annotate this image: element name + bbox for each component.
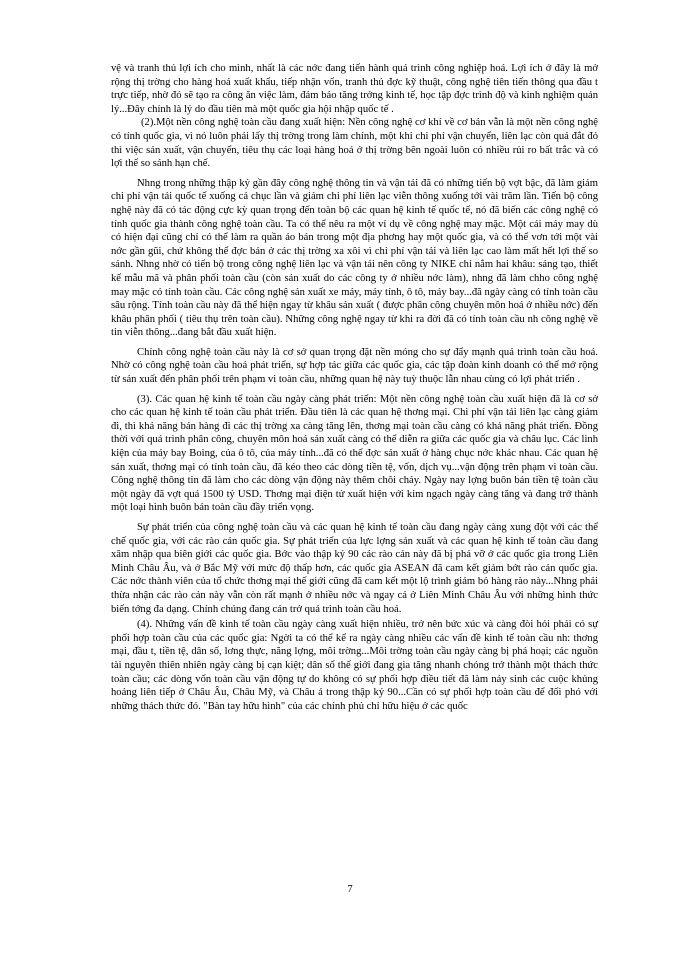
paragraph-global-technology-basis: Chính công nghệ toàn cầu này là cơ sở quan trọng đặt nền móng cho sự đẩy mạnh quá trình toàn cầu hoá. Nhờ có công nghệ toàn cầu hoá phát triển, sự hợp tác giữa các quốc gia, các tập đoàn kinh doanh có thể mở rộng từ sản xuất đến phân phối trên phạm vi toàn cầu, những quan hệ này tuỳ thuộc lẫn nhau cùng có lợi phát triển . xyxy=(111,346,598,386)
paragraph-global-relations: (3). Các quan hệ kinh tế toàn cầu ngày càng phát triển: Một nền công nghệ toàn cầu xuất hiện đã là cơ sở cho các quan hệ kinh tế toàn cầu phát triển. Đầu tiên là các quan hệ thơng mại. Chi phí vận tải liên lạc càng giảm đi, thì khả năng bán hàng đi các thị trờng xa càng tăng lên, thơng mại toàn cầu càng có khả năng phát triển. Đồng thời với quá trình phân công, chuyên môn hoá sản xuất càng có thể diễn ra giữa các quốc gia và châu lục. Các linh kiện của máy bay Boing, của ô tô, của máy tính...đã có thể đợc sản xuất ở hàng chục nớc khác nhau. Các quan hệ sản xuất, thơng mại có tính toàn cầu, đã kéo theo các dòng tiền tệ, vốn, dịch vụ...vận động trên phạm vi toàn cầu. Công nghệ thông tin đã làm cho các dòng vận động này thêm chôi chảy. Ngày nay lợng buôn bán tiền tệ toàn cầu một ngày đã vợt quá 1500 tỷ USD. Thơng mại điện tử xuất hiện với kim ngạch ngày càng tăng và đang trở thành một loại hình buôn bán toàn cầu đầy triển vọng. xyxy=(111,393,598,514)
paragraph-it-transport: Nhng trong những thập kỷ gần đây công nghệ thông tin và vận tải đã có những tiến bộ vợt bậc, đã làm giảm chi phí vận tải quốc tế xuống cả chục lần và giảm chi phí liên lạc viễn thông xuống tới vài trăm lần. Tiến bộ công nghệ này đã có tác động cực kỳ quan trọng đến toàn bộ các quan hệ kinh tế quốc tế, nó đã biến các công nghệ có tính quốc gia thành công nghệ toàn cầu. Ta có thể nêu ra một ví dụ về công nghệ may mặc. Một cái máy may dù có hiện đại cũng chỉ có thể làm ra quần áo bán trong một địa phơng hay một quốc gia, và có thể vơn tới một vài nớc gần gũi, chứ không thể đợc bán ở các thị trờng xa xôi vì chi phí vận tải và liên lạc cao làm mất hết lợi thế so sánh. Nhng nhờ có tiến bộ trong công nghệ liên lạc và vận tải nên công ty NIKE chỉ nắm hai khâu: sáng tạo, thiết kế mẫu mã và phân phối toàn cầu (còn sản xuất do các công ty ở nhiều nớc làm), nhng đã làm chho công nghệ may mặc có tính toàn cầu. Các công nghệ sản xuất xe máy, máy tính, ô tô, máy bay...đã ngày càng có tính toàn cầu sâu rộng. Tính toàn cầu này đã thể hiện ngay từ khâu sản xuất ( được phân công chuyên môn hoá ở nhiều nớc) đến khâu phân phối ( tiêu thụ trên toàn cầu). Những công nghệ ngay từ khi ra đời đã có tính toàn cầu nh công nghệ về tin viễn thông...đang bắt đầu xuất hiện. xyxy=(111,177,598,339)
paragraph-global-technology: (2).Một nền công nghệ toàn cầu đang xuất hiện: Nền công nghệ cơ khí về cơ bản vẫn là một nền công nghệ có tính quốc gia, vì nó luôn phải lấy thị trờng trong làm chính, một khi chi phí vận chuyển, liên lạc còn quá đắt đỏ thì việc sản xuất, vận chuyển, tiêu thụ các loại hàng hoá ở thị trờng bên ngoài luôn có nhiều rủi ro bất trắc và có lợi thế so sánh hạn chế. xyxy=(111,117,598,170)
paragraph-global-issues: (4). Những vấn đề kinh tế toàn cầu ngày càng xuất hiện nhiều, trở nên bức xúc và càng đòi hỏi phải có sự phối hợp toàn cầu của các quốc gia: Ngời ta có thể kể ra ngày càng nhiều các vấn đề kinh tế toàn cầu nh: thơng mại, đầu t, tiền tệ, dân số, lơng thực, năng lợng, môi trờng...Môi trờng toàn cầu ngày càng bị phá hoại; các nguồn tài nguyên thiên nhiên ngày càng bị cạn kiệt; dân số thế giới đang gia tăng nhanh chóng trở thành một thách thức toàn cầu; các dòng vốn toàn cầu vận động tự do không có sự phối hợp điều tiết đã làm nảy sinh các cuộc khủng hoảng liên tiếp ở Châu Âu, Châu Mỹ, và Châu á trong thập kỷ 90...Cần có sự phối hợp toàn cầu để đối phó với những thách thức đó. "Bàn tay hữu hình" của các chính phủ chỉ hữu hiệu ở các quốc xyxy=(111,619,598,712)
paragraph-continuation: vệ và tranh thủ lợi ích cho mình, nhất là các nớc đang tiến hành quá trình công nghiệp hoá. Lợi ích ở đây là mở rộng thị trờng cho hàng hoá xuất khẩu, tiếp nhận vốn, tranh thủ đợc kỹ thuật, công nghệ tiên tiến thông qua đầu t trực tiếp, nhờ đó sẽ tạo ra công ăn việc làm, đảm bảo tăng trởng kinh tế, học tập đợc trình độ và kinh nghiệm quản lý...Đây chính là lý do đầu tiên mà một quốc gia hội nhập quốc tế . xyxy=(111,63,598,115)
document-body xyxy=(111,62,598,713)
page-number: 7 xyxy=(347,884,353,895)
paragraph-barriers: Sự phát triển của công nghệ toàn cầu và các quan hệ kinh tế toàn cầu đang ngày càng xung đột với các thể chế quốc gia, với các rào cản quốc gia. Sự phát triển của lực lợng sản xuất và các quan hệ kinh tế toàn cầu đang xâm nhập qua biên giới các quốc gia. Bớc vào thập kỷ 90 các rào cản này đã bị phá vỡ ở các quốc gia trong Liên Minh Châu Âu, và ở Bắc Mỹ với mức độ thấp hơn, các quốc gia ASEAN đã cam kết giảm bớt rào cản quốc gia. Các nớc thành viên của tổ chức thơng mại thế giới cũng đã cam kết một lộ trình giảm bỏ hàng rào này...Nhng phải thừa nhận các rào cản này vẫn còn rất mạnh ở nhiều nớc và ngay cả ở Liên Minh Châu Âu với những hình thức biến tớng đa dạng. Chính chúng đang cản trở quá trình toàn cầu hoá. xyxy=(111,522,598,615)
